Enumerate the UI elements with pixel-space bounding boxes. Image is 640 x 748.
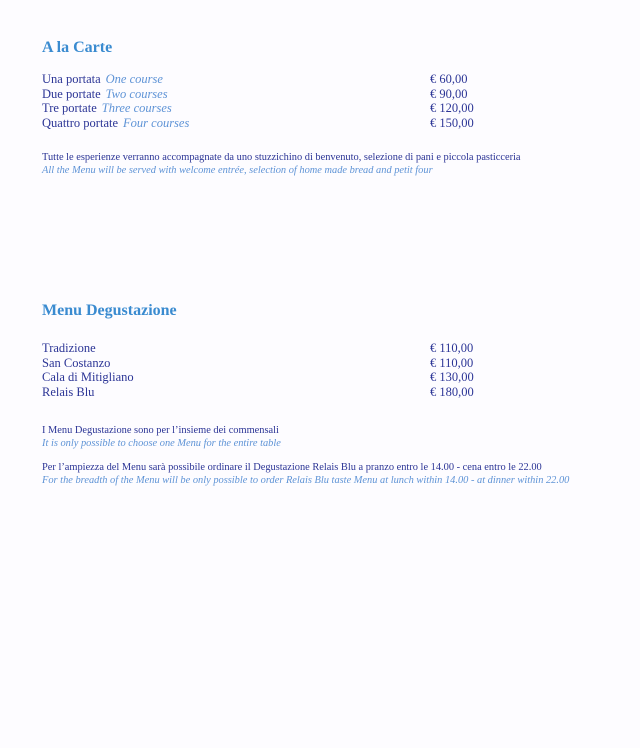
item-translation: Three courses — [101, 101, 172, 116]
item-price: € 150,00 — [430, 116, 474, 131]
list-item — [42, 356, 612, 371]
note-italian: Tutte le esperienze verranno accompagnate da uno stuzzichino di benvenuto, selezione di pani e piccola pasticceria — [42, 151, 521, 163]
item-translation: Four courses — [123, 116, 190, 131]
item-translation: Two courses — [105, 86, 168, 101]
item-name: San Costanzo — [42, 355, 111, 370]
degustazione-list — [42, 341, 612, 400]
list-item — [42, 116, 612, 131]
degustazione-title: Menu Degustazione — [42, 302, 177, 319]
note-english: For the breadth of the Menu will be only possible to order Relais Blu taste Menu at lunch within 14.00 - at dinner within 22.00 — [42, 474, 570, 486]
list-item — [42, 101, 612, 116]
item-name: Tradizione — [42, 341, 96, 355]
note-english: All the Menu will be served with welcome entrée, selection of home made bread and petit four — [42, 164, 433, 176]
list-item — [42, 385, 612, 400]
note-italian: I Menu Degustazione sono per l’insieme dei commensali — [42, 424, 279, 436]
degustazione-note-2 — [42, 461, 612, 487]
list-item — [42, 341, 612, 356]
item-price: € 110,00 — [430, 341, 474, 355]
item-name: Relais Blu — [42, 385, 95, 400]
item-name: Tre portate — [42, 101, 97, 116]
degustazione-section — [42, 301, 612, 487]
item-price: € 110,00 — [430, 355, 474, 370]
degustazione-note-1 — [42, 424, 612, 450]
list-item — [42, 87, 612, 102]
a-la-carte-section — [42, 38, 612, 177]
item-name: Una portata — [42, 72, 101, 86]
a-la-carte-list — [42, 72, 612, 131]
note-english: It is only possible to choose one Menu for the entire table — [42, 437, 281, 449]
a-la-carte-notes — [42, 151, 612, 177]
list-item — [42, 72, 612, 87]
item-price: € 130,00 — [430, 370, 474, 385]
a-la-carte-title: A la Carte — [42, 39, 113, 56]
list-item — [42, 370, 612, 385]
item-name: Cala di Mitigliano — [42, 370, 134, 385]
item-price: € 180,00 — [430, 385, 474, 400]
item-name: Due portate — [42, 86, 101, 101]
item-price: € 60,00 — [430, 72, 468, 86]
item-translation: One course — [105, 72, 163, 86]
item-name: Quattro portate — [42, 116, 119, 131]
item-price: € 90,00 — [430, 86, 468, 101]
note-italian: Per l’ampiezza del Menu sarà possibile ordinare il Degustazione Relais Blu a pranzo entro le 14.00 - cena entro le 22.00 — [42, 461, 542, 473]
item-price: € 120,00 — [430, 101, 474, 116]
